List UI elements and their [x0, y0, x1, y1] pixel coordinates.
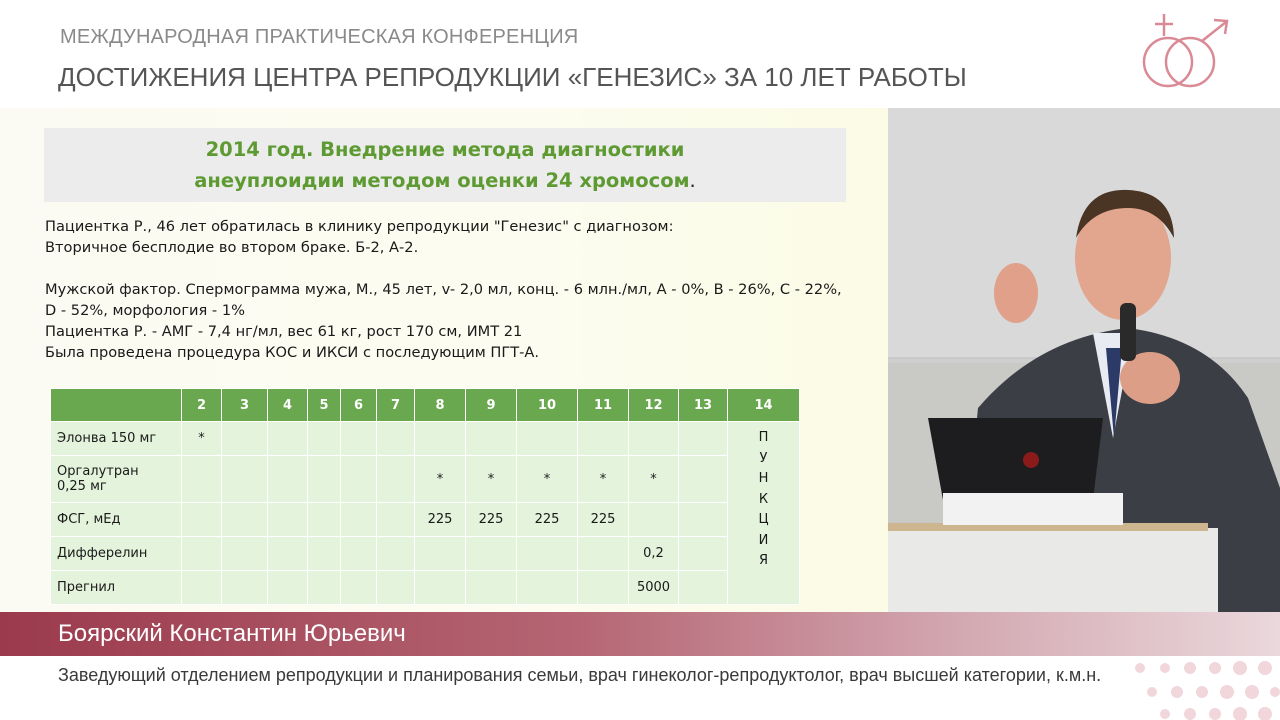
table-cell: [268, 503, 308, 537]
row-label-line: Оргалутран: [57, 464, 139, 479]
puncture-letter: Я: [758, 553, 769, 568]
speaker-video-scene: [888, 108, 1280, 612]
table-cell: [517, 422, 578, 456]
table-row: [51, 537, 800, 571]
table-cell: [222, 422, 268, 456]
table-row: [51, 571, 800, 605]
slide-heading: [44, 128, 846, 202]
paragraph: Мужской фактор. Спермограмма мужа, М., 45 лет, v- 2,0 мл, конц. - 6 млн./мл, А - 0%, В - 26%, С - 22%, D - 52%, морфология - 1%: [45, 281, 842, 319]
table-cell: 5000: [629, 571, 679, 605]
table-cell: *: [517, 456, 578, 503]
table-cell: [341, 456, 377, 503]
table-cell: [268, 422, 308, 456]
conference-name: МЕЖДУНАРОДНАЯ ПРАКТИЧЕСКАЯ КОНФЕРЕНЦИЯ: [60, 26, 579, 48]
table-cell: [308, 456, 341, 503]
table-cell: [222, 503, 268, 537]
table-header-day: 12: [629, 389, 679, 422]
table-header-day: 8: [415, 389, 466, 422]
table-cell: [377, 456, 415, 503]
table-cell: 0,2: [629, 537, 679, 571]
table-header-day: 2: [182, 389, 222, 422]
table-cell: [517, 537, 578, 571]
table-header-day: 4: [268, 389, 308, 422]
table-cell: [341, 503, 377, 537]
table-cell: [341, 571, 377, 605]
row-label-line: 0,25 мг: [57, 479, 107, 494]
table-cell: [308, 537, 341, 571]
table-cell: [629, 503, 679, 537]
table-cell: [415, 571, 466, 605]
table-cell: *: [466, 456, 517, 503]
slide-heading-line-1: 2014 год. Внедрение метода диагностики: [205, 138, 685, 161]
speaker-video: [888, 108, 1280, 612]
presentation-title: ДОСТИЖЕНИЯ ЦЕНТРА РЕПРОДУКЦИИ «ГЕНЕЗИС» ЗА 10 ЛЕТ РАБОТЫ: [58, 62, 967, 92]
table-cell: [268, 537, 308, 571]
table-cell: [466, 537, 517, 571]
table-row: [51, 456, 800, 503]
table-cell: [415, 537, 466, 571]
puncture-letter: К: [758, 491, 769, 507]
table-cell: *: [629, 456, 679, 503]
table-cell: [466, 571, 517, 605]
table-cell: [268, 571, 308, 605]
table-cell: [415, 422, 466, 456]
table-cell: [578, 422, 629, 456]
table-row: [51, 422, 800, 456]
table-cell: [268, 456, 308, 503]
table-cell: 225: [415, 503, 466, 537]
table-cell: 225: [578, 503, 629, 537]
table-header-day: 6: [341, 389, 377, 422]
slide-heading-line-2: [44, 165, 846, 196]
speaker-name-bar: [0, 612, 1280, 656]
table-header-corner: [51, 389, 182, 422]
table-cell: [377, 571, 415, 605]
stimulation-protocol-table: [50, 388, 800, 605]
slide-heading-dot: .: [689, 169, 696, 192]
table-header-day: 7: [377, 389, 415, 422]
table-cell: [679, 422, 728, 456]
table-cell: [222, 456, 268, 503]
header: [0, 0, 1280, 108]
table-header-day: 3: [222, 389, 268, 422]
table-cell: [377, 503, 415, 537]
row-label: Прегнил: [51, 571, 182, 605]
puncture-letter: П: [758, 430, 769, 445]
paragraph: Пациентка Р. - АМГ - 7,4 нг/мл, вес 61 кг, рост 170 см, ИМТ 21: [45, 323, 523, 340]
row-label: Дифферелин: [51, 537, 182, 571]
table-header-day: 14: [728, 389, 800, 422]
puncture-cell: [728, 422, 800, 605]
table-cell: [377, 537, 415, 571]
table-cell: [629, 422, 679, 456]
table-cell: [182, 571, 222, 605]
table-cell: [182, 503, 222, 537]
decorative-dots-icon: [1080, 656, 1280, 720]
slide-heading-line-2-text: анеуплоидии методом оценки 24 хромосом: [194, 169, 690, 192]
table-cell: [308, 503, 341, 537]
table-header-day: 11: [578, 389, 629, 422]
speaker-role: Заведующий отделением репродукции и планирования семьи, врач гинеколог-репродуктолог, врач высшей категории, к.м.н.: [58, 665, 1102, 685]
table-cell: [578, 537, 629, 571]
table-header-day: 10: [517, 389, 578, 422]
table-header-day: 5: [308, 389, 341, 422]
row-label: ФСГ, мЕд: [51, 503, 182, 537]
row-label: [51, 456, 182, 503]
table-cell: [341, 422, 377, 456]
table-cell: [679, 571, 728, 605]
table-header-row: [51, 389, 800, 422]
puncture-letter: И: [758, 532, 769, 548]
table-cell: *: [578, 456, 629, 503]
rings-logo-icon: [1128, 8, 1240, 92]
table-cell: [578, 571, 629, 605]
puncture-letter: Н: [758, 471, 769, 486]
table-cell: [222, 537, 268, 571]
table-cell: [222, 571, 268, 605]
table-cell: [377, 422, 415, 456]
puncture-letter: У: [759, 450, 768, 466]
table-cell: [182, 537, 222, 571]
row-label: Элонва 150 мг: [51, 422, 182, 456]
table-cell: [182, 456, 222, 503]
speaker-role-bar: [0, 656, 1280, 720]
table-header-day: 13: [679, 389, 728, 422]
paragraph: Вторичное бесплодие во втором браке. Б-2, А-2.: [45, 239, 419, 256]
table-cell: 225: [517, 503, 578, 537]
table-cell: *: [415, 456, 466, 503]
table-cell: [517, 571, 578, 605]
table-header-day: 9: [466, 389, 517, 422]
table-cell: [679, 537, 728, 571]
puncture-letter: Ц: [758, 512, 769, 527]
table-cell: [466, 422, 517, 456]
slide: [0, 108, 888, 612]
table-cell: [308, 422, 341, 456]
speaker-name: Боярский Константин Юрьевич: [58, 620, 406, 647]
table-cell: [679, 456, 728, 503]
table-cell: 225: [466, 503, 517, 537]
table-cell: [308, 571, 341, 605]
table-cell: [679, 503, 728, 537]
table-cell: *: [182, 422, 222, 456]
table-row: [51, 503, 800, 537]
paragraph: Была проведена процедура КОС и ИКСИ с последующим ПГТ-А.: [45, 344, 540, 361]
paragraph: Пациентка Р., 46 лет обратилась в клинику репродукции "Генезис" с диагнозом:: [45, 218, 674, 235]
table-cell: [341, 537, 377, 571]
patient-description: [45, 216, 845, 363]
